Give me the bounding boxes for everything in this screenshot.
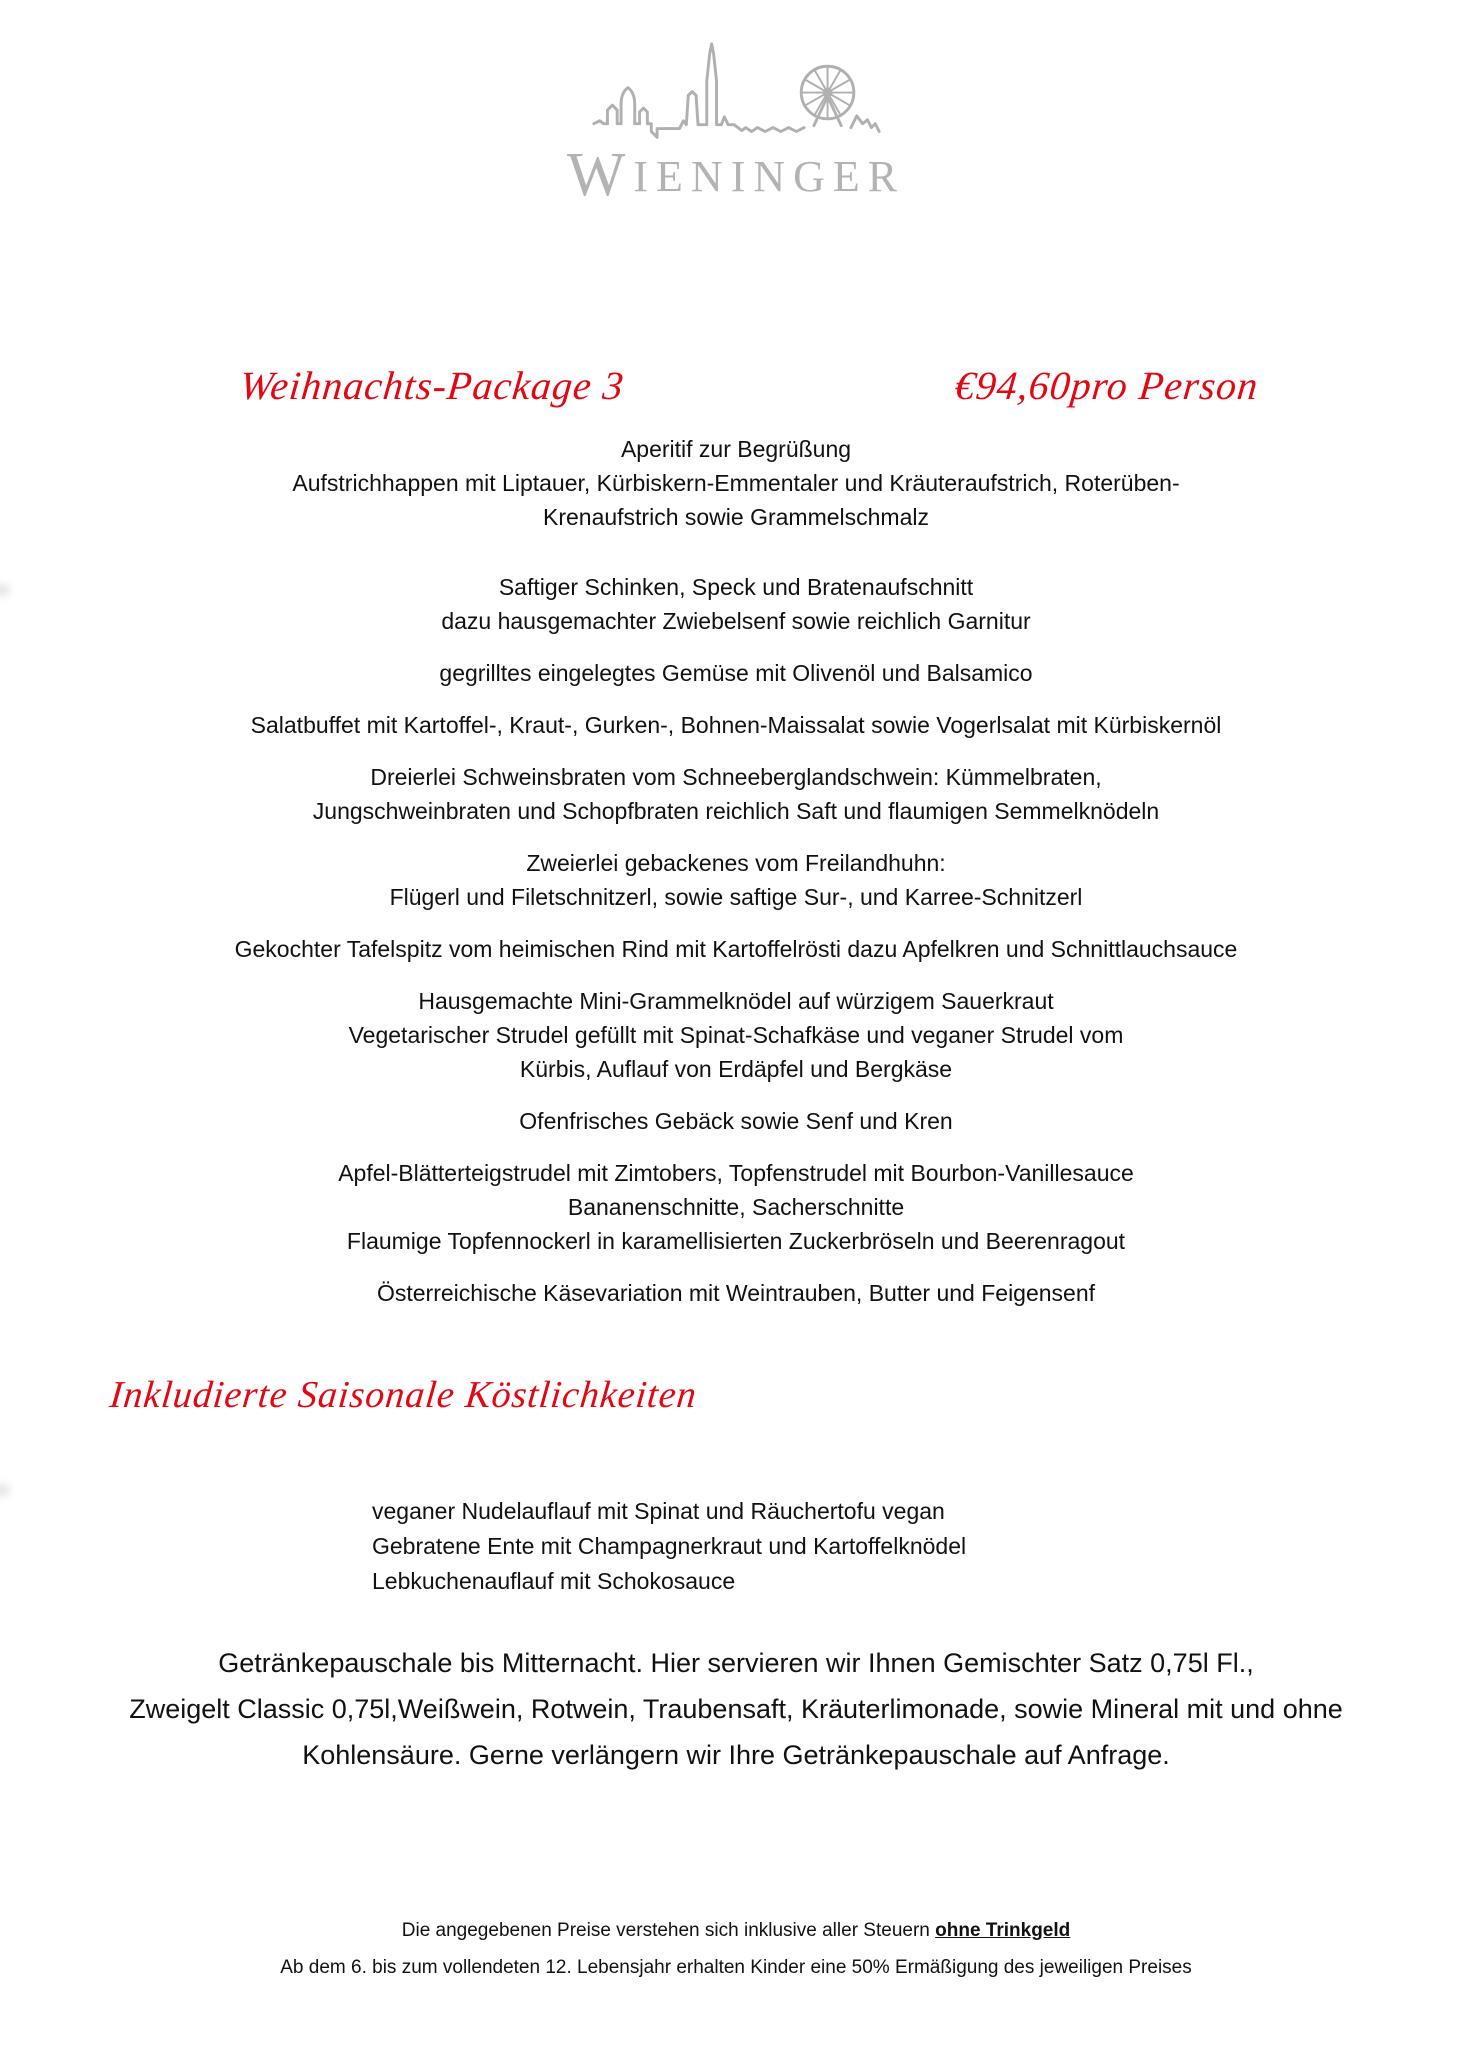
menu-section-freilandhuhn (40, 846, 1432, 914)
menu-line: Saftiger Schinken, Speck und Bratenaufschnitt (498, 574, 974, 600)
menu-line: Dreierlei Schweinsbraten vom Schneeberglandschwein: Kümmelbraten, (370, 764, 1102, 790)
menu-section-vegetarisch (40, 984, 1432, 1086)
menu-line: Gekochter Tafelspitz vom heimischen Rind mit Kartoffelrösti dazu Apfelkren und Schnittlauchsauce (234, 936, 1238, 962)
menu-line: Kürbis, Auflauf von Erdäpfel und Bergkäse (519, 1056, 953, 1082)
menu-line: Flaumige Topfennockerl in karamellisierten Zuckerbröseln und Beerenragout (346, 1228, 1126, 1254)
drinks-line: Kohlensäure. Gerne verlängern wir Ihre Getränkepauschale auf Anfrage. (302, 1740, 1170, 1770)
seasonal-item: Lebkuchenauflauf mit Schokosauce (372, 1568, 736, 1594)
menu-section-salatbuffet (40, 708, 1432, 742)
logo (0, 38, 1472, 209)
menu-line: Zweierlei gebackenes vom Freilandhuhn: (526, 850, 946, 876)
brand-wordmark (0, 141, 1472, 209)
menu-line: Salatbuffet mit Kartoffel-, Kraut-, Gurken-, Bohnen-Maissalat sowie Vogerlsalat mit Kürbiskernöl (250, 712, 1222, 738)
seasonal-item: Gebratene Ente mit Champagnerkraut und Kartoffelknödel (372, 1533, 967, 1559)
drinks-line: Zweigelt Classic 0,75l,Weißwein, Rotwein, Traubensaft, Kräuterlimonade, sowie Mineral mit und ohne (129, 1694, 1343, 1724)
package-title: Weihnachts-Package 3 (237, 363, 627, 408)
footer-line-taxes (60, 1912, 1412, 1949)
scan-artifact (0, 584, 10, 596)
menu-section-gebaeck (40, 1104, 1432, 1138)
drinks-paragraph (60, 1640, 1412, 1778)
scan-artifact (0, 1484, 10, 1496)
menu-line: Bananenschnitte, Sacherschnitte (567, 1194, 905, 1220)
menu-section-desserts (40, 1156, 1432, 1258)
menu-section-aperitif (40, 432, 1432, 534)
menu-section-schinken (40, 570, 1432, 638)
brand-rest: IENINGER (633, 152, 906, 201)
footer-taxes-text: Die angegebenen Preise verstehen sich inklusive aller Steuern (401, 1920, 936, 1941)
footer (60, 1912, 1412, 1986)
seasonal-item: veganer Nudelauflauf mit Spinat und Räuchertofu vegan (372, 1498, 945, 1524)
menu-section-kaese (40, 1276, 1432, 1310)
menu-section-gemuese (40, 656, 1432, 690)
footer-no-tip-text: ohne Trinkgeld (935, 1920, 1071, 1941)
menu-line: Flügerl und Filetschnitzerl, sowie saftige Sur-, und Karree-Schnitzerl (389, 884, 1083, 910)
menu-line: Hausgemachte Mini-Grammelknödel auf würzigem Sauerkraut (418, 988, 1054, 1014)
menu-line: dazu hausgemachter Zwiebelsenf sowie reichlich Garnitur (441, 608, 1031, 634)
vienna-skyline-icon (588, 38, 884, 150)
package-heading-row (237, 362, 1261, 410)
menu-line: Aperitif zur Begrüßung (620, 436, 852, 462)
menu-line: gegrilltes eingelegtes Gemüse mit Olivenöl und Balsamico (439, 660, 1033, 686)
menu-line: Jungschweinbraten und Schopfbraten reichlich Saft und flaumigen Semmelknödeln (312, 798, 1160, 824)
package-price: €94,60pro Person (952, 363, 1261, 408)
menu-line: Apfel-Blätterteigstrudel mit Zimtobers, Topfenstrudel mit Bourbon-Vanillesauce (338, 1160, 1134, 1186)
menu-section-schweinsbraten (40, 760, 1432, 828)
menu-body (40, 432, 1432, 1328)
brand-initial: W (566, 141, 634, 209)
seasonal-heading: Inkludierte Saisonale Köstlichkeiten (107, 1374, 700, 1416)
footer-line-children-discount: Ab dem 6. bis zum vollendeten 12. Lebensjahr erhalten Kinder eine 50% Ermäßigung des jeweiligen Preises (280, 1957, 1192, 1978)
menu-line: Krenaufstrich sowie Grammelschmalz (542, 504, 929, 530)
menu-line: Ofenfrisches Gebäck sowie Senf und Kren (519, 1108, 953, 1134)
menu-line: Aufstrichhappen mit Liptauer, Kürbiskern-Emmentaler und Kräuteraufstrich, Roterüben- (292, 470, 1180, 496)
menu-line: Vegetarischer Strudel gefüllt mit Spinat-Schafkäse und veganer Strudel vom (348, 1022, 1124, 1048)
menu-line: Österreichische Käsevariation mit Weintrauben, Butter und Feigensenf (376, 1280, 1096, 1306)
drinks-line: Getränkepauschale bis Mitternacht. Hier servieren wir Ihnen Gemischter Satz 0,75l Fl., (218, 1648, 1254, 1678)
menu-section-tafelspitz (40, 932, 1432, 966)
seasonal-list (372, 1494, 966, 1599)
